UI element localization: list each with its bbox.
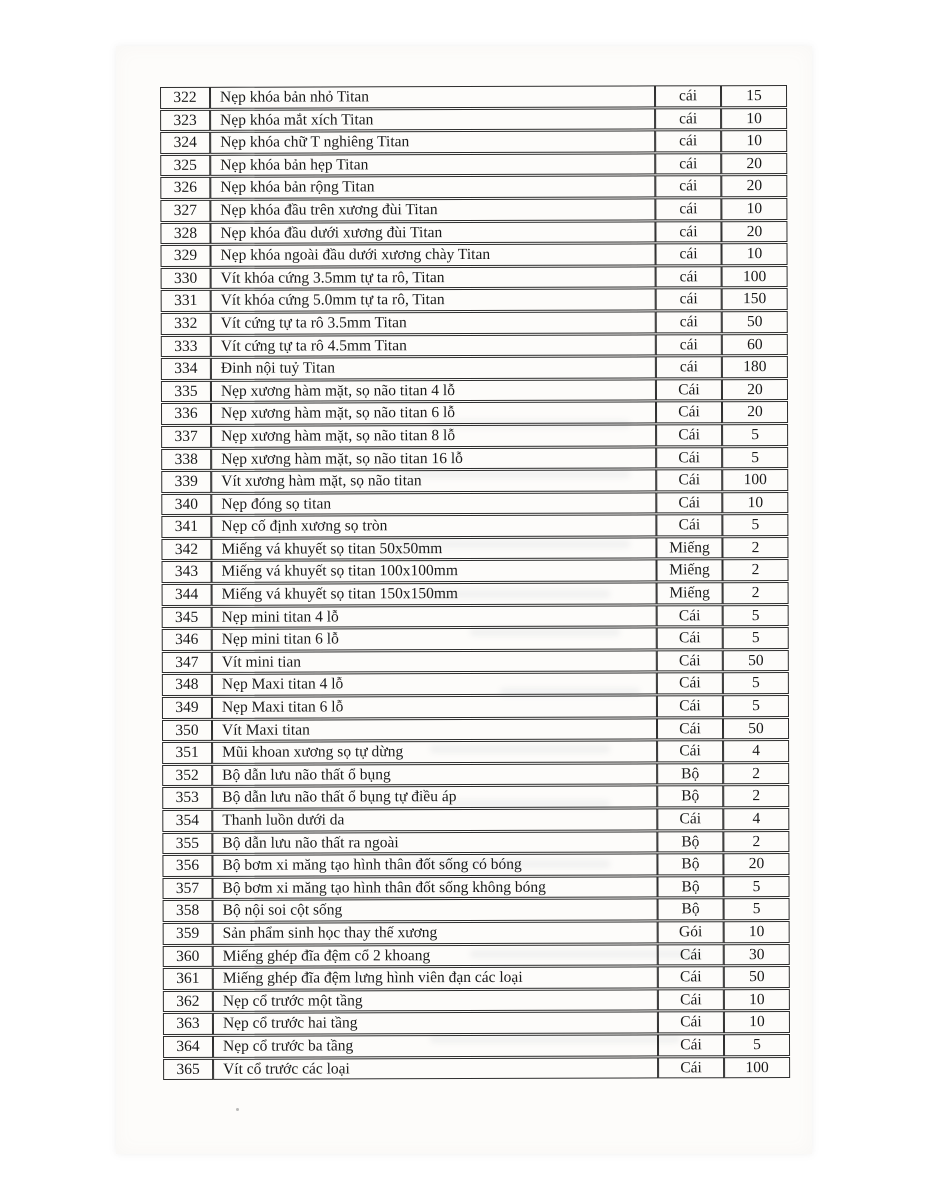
table-row — [160, 198, 787, 222]
table-row — [160, 153, 787, 177]
item-name-cell: Vít Maxi titan — [212, 718, 657, 741]
table-row — [161, 334, 788, 358]
item-name-cell: Vít cứng tự ta rô 4.5mm Titan — [211, 334, 656, 357]
quantity-cell: 150 — [722, 288, 788, 310]
unit-cell: Cái — [656, 379, 722, 401]
unit-cell: cái — [655, 108, 721, 130]
unit-cell: Cái — [657, 605, 723, 627]
quantity-cell: 10 — [724, 1011, 790, 1033]
table-row — [162, 627, 789, 651]
row-number-cell: 365 — [163, 1058, 213, 1080]
quantity-cell: 5 — [723, 876, 789, 898]
quantity-cell: 5 — [723, 605, 789, 627]
row-number-cell: 353 — [162, 787, 212, 809]
unit-cell: cái — [655, 198, 721, 220]
unit-cell: cái — [655, 221, 721, 243]
row-number-cell: 359 — [163, 923, 213, 945]
quantity-cell: 5 — [722, 447, 788, 469]
quantity-cell: 2 — [723, 785, 789, 807]
item-name-cell: Nẹp khóa bản nhỏ Titan — [210, 85, 655, 108]
item-name-cell: Vít xương hàm mặt, sọ não titan — [211, 470, 656, 493]
quantity-cell: 10 — [724, 921, 790, 943]
quantity-cell: 50 — [724, 966, 790, 988]
unit-cell: cái — [656, 289, 722, 311]
quantity-cell: 180 — [722, 356, 788, 378]
quantity-cell: 20 — [721, 221, 787, 243]
quantity-cell: 20 — [721, 153, 787, 175]
quantity-cell: 60 — [722, 334, 788, 356]
unit-cell: Cái — [657, 740, 723, 762]
unit-cell: Bộ — [657, 876, 723, 898]
unit-cell: Cái — [658, 1012, 724, 1034]
quantity-cell: 100 — [724, 1057, 790, 1079]
item-name-cell: Bộ nội soi cột sống — [213, 899, 658, 922]
row-number-cell: 324 — [160, 132, 210, 154]
table-row — [161, 424, 788, 448]
row-number-cell: 348 — [162, 674, 212, 696]
unit-cell: Cái — [656, 469, 722, 491]
row-number-cell: 337 — [161, 426, 211, 448]
row-number-cell: 326 — [160, 177, 210, 199]
row-number-cell: 330 — [161, 268, 211, 290]
item-name-cell: Nẹp khóa chữ T nghiêng Titan — [210, 131, 655, 154]
item-name-cell: Bộ dẫn lưu não thất ổ bụng — [212, 763, 657, 786]
table-row — [160, 130, 787, 154]
item-name-cell: Sản phẩm sinh học thay thế xương — [213, 921, 658, 944]
table-row — [161, 266, 788, 290]
table-row — [161, 379, 788, 403]
table-row — [160, 108, 787, 132]
item-name-cell: Đinh nội tuỷ Titan — [211, 357, 656, 380]
row-number-cell: 344 — [162, 584, 212, 606]
row-number-cell: 358 — [163, 900, 213, 922]
row-number-cell: 362 — [163, 991, 213, 1013]
quantity-cell: 10 — [721, 243, 787, 265]
quantity-cell: 5 — [722, 514, 788, 536]
table-row — [161, 311, 788, 335]
quantity-cell: 2 — [723, 763, 789, 785]
unit-cell: Cái — [658, 1034, 724, 1056]
table-row — [163, 989, 790, 1013]
table-row — [163, 921, 790, 945]
quantity-cell: 2 — [722, 537, 788, 559]
row-number-cell: 354 — [162, 810, 212, 832]
table-row — [161, 288, 788, 312]
row-number-cell: 363 — [163, 1013, 213, 1035]
unit-cell: Cái — [658, 1057, 724, 1079]
unit-cell: Miếng — [656, 537, 722, 559]
unit-cell: cái — [655, 243, 721, 265]
table-row — [163, 898, 790, 922]
item-name-cell: Nẹp Maxi titan 4 lỗ — [212, 673, 657, 696]
table-row — [162, 582, 789, 606]
unit-cell: Cái — [657, 808, 723, 830]
item-name-cell: Thanh luồn dưới da — [212, 808, 657, 831]
unit-cell: Cái — [658, 989, 724, 1011]
row-number-cell: 327 — [160, 200, 210, 222]
table-row — [163, 944, 790, 968]
table-row — [162, 831, 789, 855]
row-number-cell: 328 — [160, 222, 210, 244]
quantity-cell: 5 — [723, 672, 789, 694]
row-number-cell: 331 — [161, 290, 211, 312]
row-number-cell: 325 — [160, 155, 210, 177]
unit-cell: Bộ — [657, 831, 723, 853]
unit-cell: Cái — [656, 424, 722, 446]
unit-cell: Cái — [658, 944, 724, 966]
scan-speckle — [236, 1108, 239, 1111]
item-name-cell: Nẹp khóa mắt xích Titan — [210, 108, 655, 131]
table-row — [161, 559, 788, 583]
quantity-cell: 100 — [722, 266, 788, 288]
table-row — [162, 672, 789, 696]
row-number-cell: 355 — [162, 832, 212, 854]
unit-cell: Cái — [657, 695, 723, 717]
row-number-cell: 334 — [161, 358, 211, 380]
table-row — [160, 221, 787, 245]
unit-cell: cái — [655, 85, 721, 107]
unit-cell: Cái — [657, 673, 723, 695]
item-name-cell: Mũi khoan xương sọ tự dừng — [212, 741, 657, 764]
item-name-cell: Vít mini tian — [212, 650, 657, 673]
quantity-cell: 4 — [723, 740, 789, 762]
row-number-cell: 349 — [162, 697, 212, 719]
unit-cell: cái — [656, 266, 722, 288]
quantity-cell: 50 — [723, 650, 789, 672]
item-name-cell: Miếng vá khuyết sọ titan 100x100mm — [211, 560, 656, 583]
unit-cell: Cái — [656, 402, 722, 424]
item-name-cell: Nẹp xương hàm mặt, sọ não titan 16 lỗ — [211, 447, 656, 470]
row-number-cell: 360 — [163, 945, 213, 967]
table-row — [163, 966, 790, 990]
unit-cell: Cái — [657, 627, 723, 649]
quantity-cell: 50 — [722, 311, 788, 333]
quantity-cell: 10 — [721, 198, 787, 220]
row-number-cell: 339 — [161, 471, 211, 493]
unit-cell: cái — [656, 311, 722, 333]
item-name-cell: Nẹp mini titan 6 lỗ — [212, 628, 657, 651]
unit-cell: Bộ — [657, 853, 723, 875]
table-row — [162, 695, 789, 719]
quantity-cell: 5 — [723, 627, 789, 649]
row-number-cell: 351 — [162, 742, 212, 764]
table-row — [161, 243, 788, 267]
row-number-cell: 356 — [162, 855, 212, 877]
table-row — [161, 537, 788, 561]
item-name-cell: Nẹp xương hàm mặt, sọ não titan 8 lỗ — [211, 424, 656, 447]
unit-cell: Cái — [657, 650, 723, 672]
table-row — [162, 650, 789, 674]
table-row — [160, 175, 787, 199]
item-name-cell: Nẹp khóa bản rộng Titan — [210, 176, 655, 199]
item-name-cell: Nẹp xương hàm mặt, sọ não titan 4 lỗ — [211, 379, 656, 402]
row-number-cell: 338 — [161, 448, 211, 470]
unit-cell: Gói — [658, 921, 724, 943]
item-name-cell: Bộ bơm xi măng tạo hình thân đốt sống có bóng — [212, 854, 657, 877]
row-number-cell: 361 — [163, 968, 213, 990]
item-name-cell: Bộ bơm xi măng tạo hình thân đốt sống không bóng — [212, 876, 657, 899]
item-name-cell: Vít cứng tự ta rô 3.5mm Titan — [211, 311, 656, 334]
item-name-cell: Miếng ghép đĩa đệm cổ 2 khoang — [213, 944, 658, 967]
unit-cell: Cái — [656, 447, 722, 469]
table-row — [162, 763, 789, 787]
supply-table — [160, 84, 790, 1081]
item-name-cell: Miếng vá khuyết sọ titan 50x50mm — [211, 537, 656, 560]
unit-cell: cái — [656, 356, 722, 378]
item-name-cell: Nẹp cố định xương sọ tròn — [211, 515, 656, 538]
table-row — [162, 785, 789, 809]
item-name-cell: Nẹp khóa đầu trên xương đùi Titan — [210, 198, 655, 221]
table-row — [162, 808, 789, 832]
quantity-cell: 10 — [721, 130, 787, 152]
item-name-cell: Bộ dẫn lưu não thất ổ bụng tự điều áp — [212, 786, 657, 809]
table-row — [161, 514, 788, 538]
item-name-cell: Bộ dẫn lưu não thất ra ngoài — [212, 831, 657, 854]
row-number-cell: 333 — [161, 335, 211, 357]
unit-cell: Miếng — [657, 582, 723, 604]
item-name-cell: Vít khóa cứng 3.5mm tự ta rô, Titan — [211, 266, 656, 289]
quantity-cell: 15 — [721, 85, 787, 107]
table-row — [162, 876, 789, 900]
quantity-cell: 2 — [723, 831, 789, 853]
quantity-cell: 4 — [723, 808, 789, 830]
quantity-cell: 10 — [724, 989, 790, 1011]
quantity-cell: 50 — [723, 718, 789, 740]
item-name-cell: Nẹp cổ trước hai tầng — [213, 1012, 658, 1035]
table-row — [161, 492, 788, 516]
item-name-cell: Vít cổ trước các loại — [213, 1057, 658, 1080]
row-number-cell: 342 — [161, 539, 211, 561]
row-number-cell: 364 — [163, 1036, 213, 1058]
unit-cell: Cái — [656, 515, 722, 537]
unit-cell: Cái — [657, 718, 723, 740]
item-name-cell: Nẹp khóa bản hẹp Titan — [210, 153, 655, 176]
row-number-cell: 346 — [162, 629, 212, 651]
table-row — [162, 740, 789, 764]
item-name-cell: Nẹp mini titan 4 lỗ — [212, 605, 657, 628]
table-row — [163, 1057, 790, 1081]
row-number-cell: 357 — [162, 878, 212, 900]
item-name-cell: Nẹp xương hàm mặt, sọ não titan 6 lỗ — [211, 402, 656, 425]
item-name-cell: Miếng ghép đĩa đệm lưng hình viên đạn các loại — [213, 967, 658, 990]
supply-table-body — [160, 85, 790, 1080]
unit-cell: cái — [655, 130, 721, 152]
unit-cell: Cái — [658, 966, 724, 988]
quantity-cell: 20 — [721, 175, 787, 197]
row-number-cell: 352 — [162, 765, 212, 787]
quantity-cell: 5 — [724, 898, 790, 920]
item-name-cell: Nẹp Maxi titan 6 lỗ — [212, 695, 657, 718]
row-number-cell: 345 — [162, 606, 212, 628]
table-row — [161, 401, 788, 425]
unit-cell: cái — [655, 176, 721, 198]
quantity-cell: 2 — [723, 582, 789, 604]
table-row — [162, 718, 789, 742]
row-number-cell: 322 — [160, 87, 210, 109]
item-name-cell: Nẹp khóa đầu dưới xương đùi Titan — [210, 221, 655, 244]
row-number-cell: 335 — [161, 381, 211, 403]
table-row — [162, 853, 789, 877]
unit-cell: Cái — [656, 492, 722, 514]
table-row — [161, 469, 788, 493]
quantity-cell: 5 — [723, 695, 789, 717]
unit-cell: cái — [656, 334, 722, 356]
quantity-cell: 10 — [721, 108, 787, 130]
unit-cell: Bộ — [657, 763, 723, 785]
unit-cell: Bộ — [658, 899, 724, 921]
table-row — [162, 605, 789, 629]
row-number-cell: 350 — [162, 719, 212, 741]
row-number-cell: 343 — [161, 561, 211, 583]
row-number-cell: 341 — [161, 516, 211, 538]
item-name-cell: Nẹp khóa ngoài đầu dưới xương chày Titan — [211, 244, 656, 267]
quantity-cell: 2 — [722, 559, 788, 581]
unit-cell: Miếng — [656, 560, 722, 582]
row-number-cell: 323 — [160, 109, 210, 131]
unit-cell: cái — [655, 153, 721, 175]
table-row — [161, 447, 788, 471]
quantity-cell: 5 — [724, 1034, 790, 1056]
table-row — [161, 356, 788, 380]
item-name-cell: Nẹp đóng sọ titan — [211, 492, 656, 515]
item-name-cell: Nẹp cổ trước một tầng — [213, 989, 658, 1012]
table-row — [163, 1034, 790, 1058]
table-row — [163, 1011, 790, 1035]
row-number-cell: 340 — [161, 494, 211, 516]
item-name-cell: Vít khóa cứng 5.0mm tự ta rô, Titan — [211, 289, 656, 312]
item-name-cell: Miếng vá khuyết sọ titan 150x150mm — [212, 582, 657, 605]
row-number-cell: 336 — [161, 403, 211, 425]
row-number-cell: 347 — [162, 652, 212, 674]
quantity-cell: 10 — [722, 492, 788, 514]
table-row — [160, 85, 787, 109]
quantity-cell: 20 — [722, 401, 788, 423]
quantity-cell: 5 — [722, 424, 788, 446]
row-number-cell: 329 — [161, 245, 211, 267]
unit-cell: Bộ — [657, 786, 723, 808]
item-name-cell: Nẹp cổ trước ba tầng — [213, 1034, 658, 1057]
quantity-cell: 100 — [722, 469, 788, 491]
quantity-cell: 20 — [722, 379, 788, 401]
quantity-cell: 30 — [724, 944, 790, 966]
quantity-cell: 20 — [723, 853, 789, 875]
row-number-cell: 332 — [161, 313, 211, 335]
